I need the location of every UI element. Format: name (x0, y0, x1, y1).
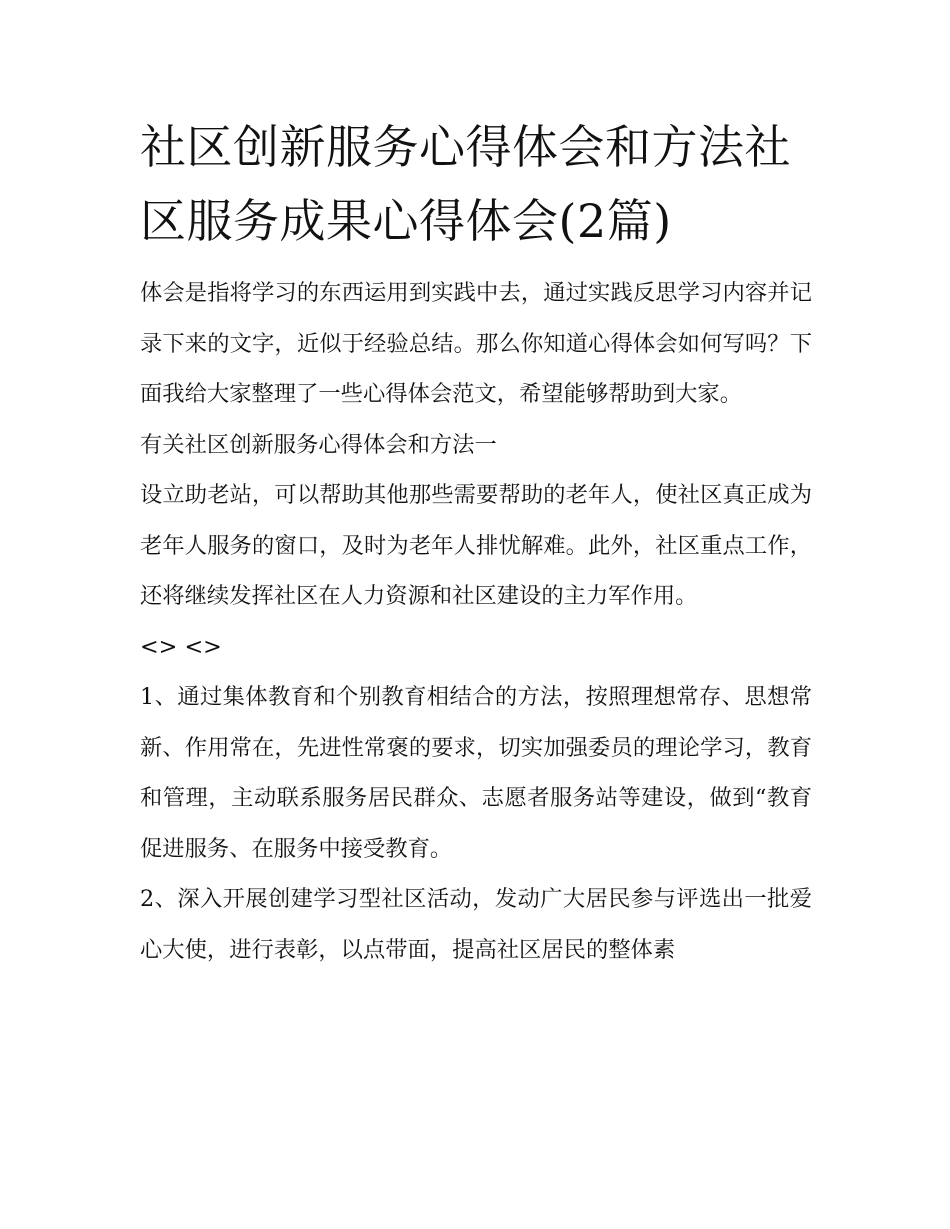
list-item-2: 2、深入开展创建学习型社区活动，发动广大居民参与评选出一批爱心大使，进行表彰，以点带面，提高社区居民的整体素 (140, 886, 812, 963)
intro-paragraph: 体会是指将学习的东西运用到实践中去，通过实践反思学习内容并记录下来的文字，近似于经验总结。那么你知道心得体会如何写吗？下面我给大家整理了一些心得体会范文，希望能够帮助到大家。 (140, 280, 812, 407)
document-title: 社区创新服务心得体会和方法社区服务成果心得体会(2篇) (140, 120, 791, 248)
section-heading: 有关社区创新服务心得体会和方法一 (140, 431, 497, 458)
list-item-1: 1、通过集体教育和个别教育相结合的方法，按照理想常存、思想常新、作用常在，先进性常褒的要求，切实加强委员的理论学习，教育和管理，主动联系服务居民群众、志愿者服务站等建设，做到“教育促进服务、在服务中接受教育。 (140, 684, 812, 862)
document-body (140, 110, 812, 975)
placeholder-marks: <> <> (140, 633, 222, 660)
body-paragraph: 设立助老站，可以帮助其他那些需要帮助的老年人，使社区真正成为老年人服务的窗口，及时为老年人排忧解难。此外，社区重点工作，还将继续发挥社区在人力资源和社区建设的主力军作用。 (140, 482, 812, 609)
